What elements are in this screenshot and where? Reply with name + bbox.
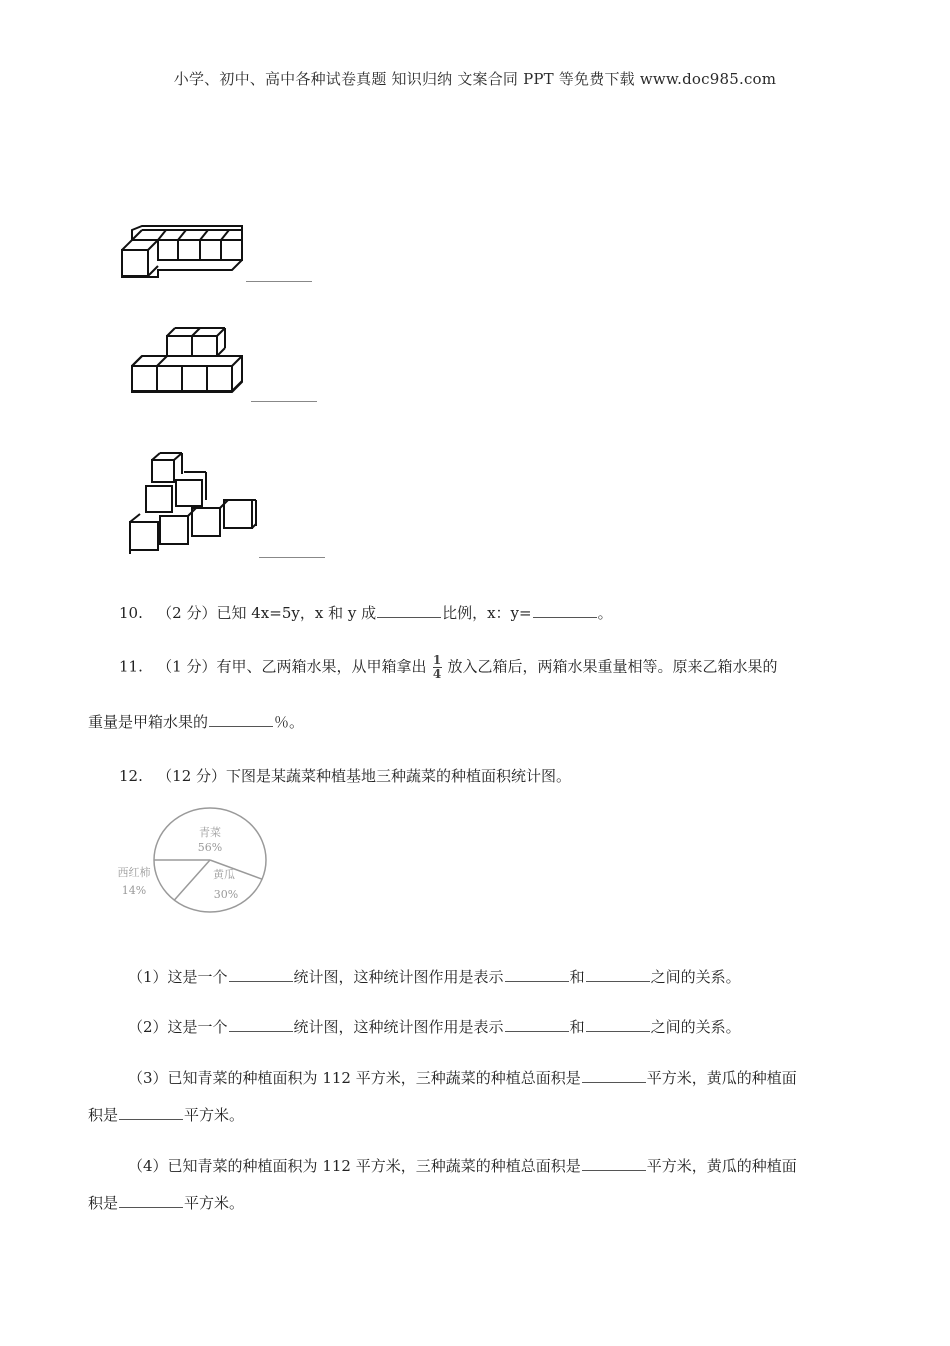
question-text: 之间的关系。 [650,1018,741,1036]
page-header: 小学、初中、高中各种试卷真题 知识归纳 文案合同 PPT 等免费下载 www.doc985.com [173,70,777,88]
answer-blank[interactable] [246,280,312,282]
question-text: 重量是甲箱水果的 [88,713,209,731]
question-text: 统计图，这种统计图作用是表示 [293,1018,504,1036]
question-text: 有甲、乙两箱水果，从甲箱拿出 [216,657,427,676]
question-11-line-2 [88,711,304,732]
question-text: 已知 4x=5y，x 和 y 成 [216,604,377,622]
pie-label-name: 西红柿 [117,866,151,879]
question-text: 积是 [88,1194,119,1212]
question-text: 之间的关系。 [650,968,741,986]
answer-blank[interactable] [209,712,273,727]
sub-question-4 [128,1155,797,1176]
question-text: 下图是某蔬菜种植基地三种蔬菜的种植面积统计图。 [226,767,572,785]
answer-blank[interactable] [259,556,325,558]
answer-blank[interactable] [533,603,597,618]
sub-question-3 [128,1067,797,1088]
question-number: 10. [119,604,143,622]
answer-blank[interactable] [582,1156,646,1171]
answer-blank[interactable] [119,1193,183,1208]
cube-figure-1 [118,222,248,280]
question-text: ％。 [274,713,305,731]
question-number: 12. [119,767,143,785]
question-12 [119,765,571,786]
answer-blank[interactable] [119,1105,183,1120]
question-number: 11. [119,657,143,676]
question-text: 平方米。 [184,1194,245,1212]
question-text: （2）这是一个 [128,1018,228,1036]
pie-label-value: 56% [197,841,223,854]
fraction-denominator: 4 [432,667,442,681]
cube-figure-3 [126,450,260,554]
question-text: 积是 [88,1106,119,1124]
question-text: 。 [597,604,613,622]
answer-blank[interactable] [229,1017,293,1032]
answer-blank[interactable] [505,1017,569,1032]
question-10 [119,602,613,623]
pie-slice-boundary [174,860,210,900]
answer-blank[interactable] [582,1068,646,1083]
sub-question-3-line-2 [88,1104,244,1125]
answer-blank[interactable] [377,603,441,618]
question-text: 和 [569,1018,585,1036]
question-score: （12 分） [157,767,227,785]
cube-figure-2 [128,324,250,396]
question-text: 平方米。 [184,1106,245,1124]
question-text: （1）这是一个 [128,968,228,986]
sub-question-1 [128,966,741,987]
answer-blank[interactable] [586,1017,650,1032]
question-text: 和 [569,968,585,986]
question-text: （3）已知青菜的种植面积为 112 平方米，三种蔬菜的种植总面积是 [128,1069,581,1087]
question-text: 放入乙箱后，两箱水果重量相等。原来乙箱水果的 [447,657,778,676]
question-score: （1 分） [157,657,217,676]
question-text: （4）已知青菜的种植面积为 112 平方米，三种蔬菜的种植总面积是 [128,1157,581,1175]
question-11 [119,654,778,681]
answer-blank[interactable] [505,967,569,982]
answer-blank[interactable] [586,967,650,982]
question-text: 比例，x：y= [442,604,532,622]
fraction-numerator: 1 [432,653,442,667]
question-text: 统计图，这种统计图作用是表示 [293,968,504,986]
question-text: 平方米，黄瓜的种植面 [646,1069,797,1087]
pie-label-value: 30% [213,888,239,901]
fraction [433,654,442,681]
pie-label-name: 黄瓜 [213,868,235,881]
answer-blank[interactable] [251,400,317,402]
pie-label-name: 青菜 [199,826,221,839]
question-text: 平方米，黄瓜的种植面 [646,1157,797,1175]
sub-question-4-line-2 [88,1192,244,1213]
answer-blank[interactable] [229,967,293,982]
question-score: （2 分） [157,604,217,622]
pie-label-value: 14% [121,884,147,897]
pie-chart [112,806,272,916]
sub-question-2 [128,1016,741,1037]
